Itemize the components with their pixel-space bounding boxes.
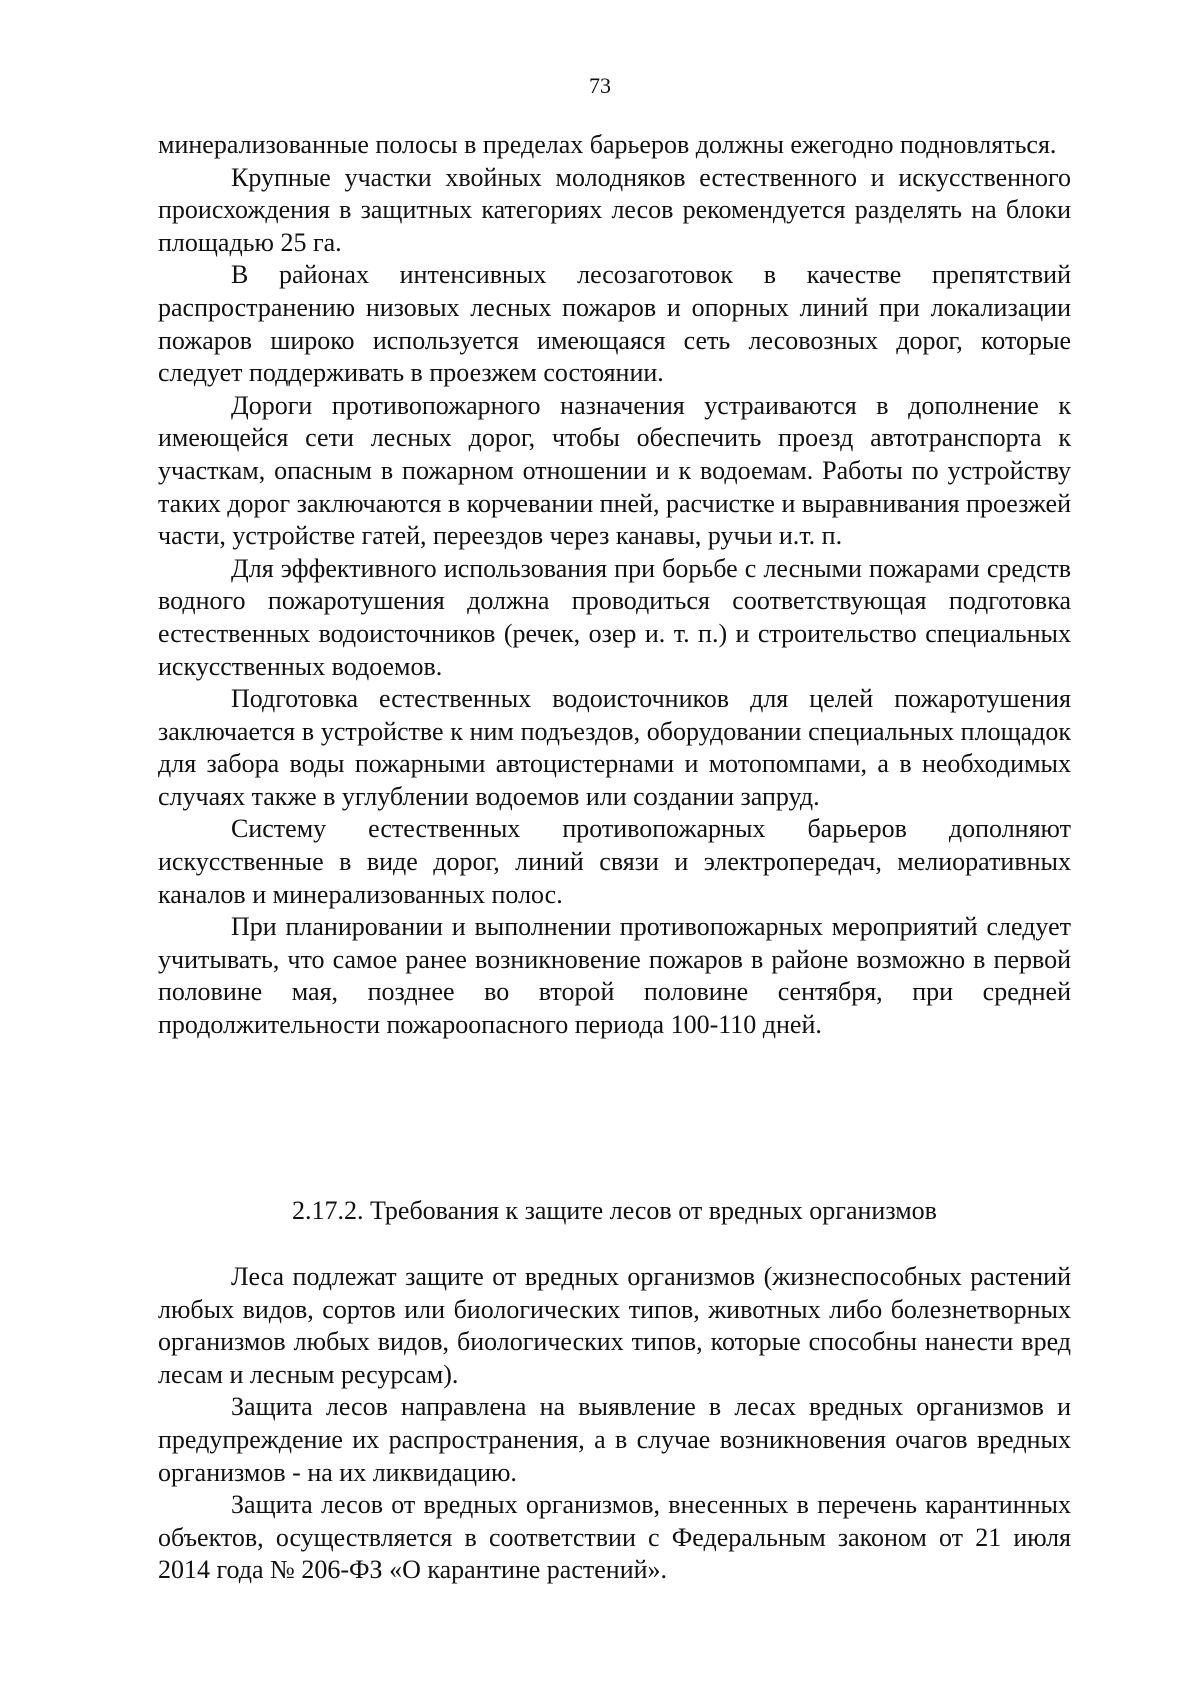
paragraph: Защита лесов направлена на выявление в лесах вредных организмов и предупреждение их распространения, а в случае возникновения очагов вредных организмов - на их ликвидацию. <box>158 1392 1071 1487</box>
page-number: 73 <box>589 73 611 98</box>
text-block-pest-protection <box>158 1261 1071 1587</box>
paragraph: Для эффективного использования при борьбе с лесными пожарами средств водного пожаротушения должна проводиться соответствующая подготовка естественных водоисточников (речек, озер и. т. п.) и строительство специальных искусственных водоемов. <box>158 553 1071 681</box>
text-block-fire-prevention <box>158 129 1071 1042</box>
paragraph: Леса подлежат защите от вредных организмов (жизнеспособных растений любых видов, сортов или биологических типов, животных либо болезнетворных организмов любых видов, биологических типов, которые способны нанести вред лесам и лесным ресурсам). <box>158 1262 1071 1389</box>
paragraph: Защита лесов от вредных организмов, внесенных в перечень карантинных объектов, осуществляется в соответствии с Федеральным законом от 21 июля 2014 года № 206-ФЗ «О карантине растений». <box>158 1490 1071 1585</box>
paragraph: минерализованные полосы в пределах барьеров должны ежегодно подновляться. <box>158 130 1057 159</box>
paragraph: Систему естественных противопожарных барьеров дополняют искусственные в виде дорог, линий связи и электропередач, мелиоративных каналов и минерализованных полос. <box>158 814 1071 909</box>
paragraph: Крупные участки хвойных молодняков естественного и искусственного происхождения в защитных категориях лесов рекомендуется разделять на блоки площадью 25 га. <box>158 162 1071 257</box>
paragraph: В районах интенсивных лесозаготовок в качестве препятствий распространению низовых лесных пожаров и опорных линий при локализации пожаров широко используется имеющаяся сеть лесовозных дорог, которые следует поддерживать в проезжем состоянии. <box>158 260 1071 388</box>
paragraph: Подготовка естественных водоисточников для целей пожаротушения заключается в устройстве к ним подъездов, оборудовании специальных площадок для забора воды пожарными автоцистернами и мотопомпами, а в необходимых случаях также в углублении водоемов или создании запруд. <box>158 684 1071 811</box>
paragraph: При планировании и выполнении противопожарных мероприятий следует учитывать, что самое ранее возникновение пожаров в районе возможно в первой половине мая, позднее во второй половине сентября, при средней продолжительности пожароопасного периода 100-110 дней. <box>158 912 1071 1040</box>
section-title: 2.17.2. Требования к защите лесов от вредных организмов <box>292 1196 937 1225</box>
paragraph: Дороги противопожарного назначения устраиваются в дополнение к имеющейся сети лесных дорог, чтобы обеспечить проезд автотранспорта к участкам, опасным в пожарном отношении и к водоемам. Работы по устройству таких дорог заключаются в корчевании пней, расчистке и выравнивания проезжей части, устройстве гатей, переездов через канавы, ручьи и.т. п. <box>158 390 1071 551</box>
